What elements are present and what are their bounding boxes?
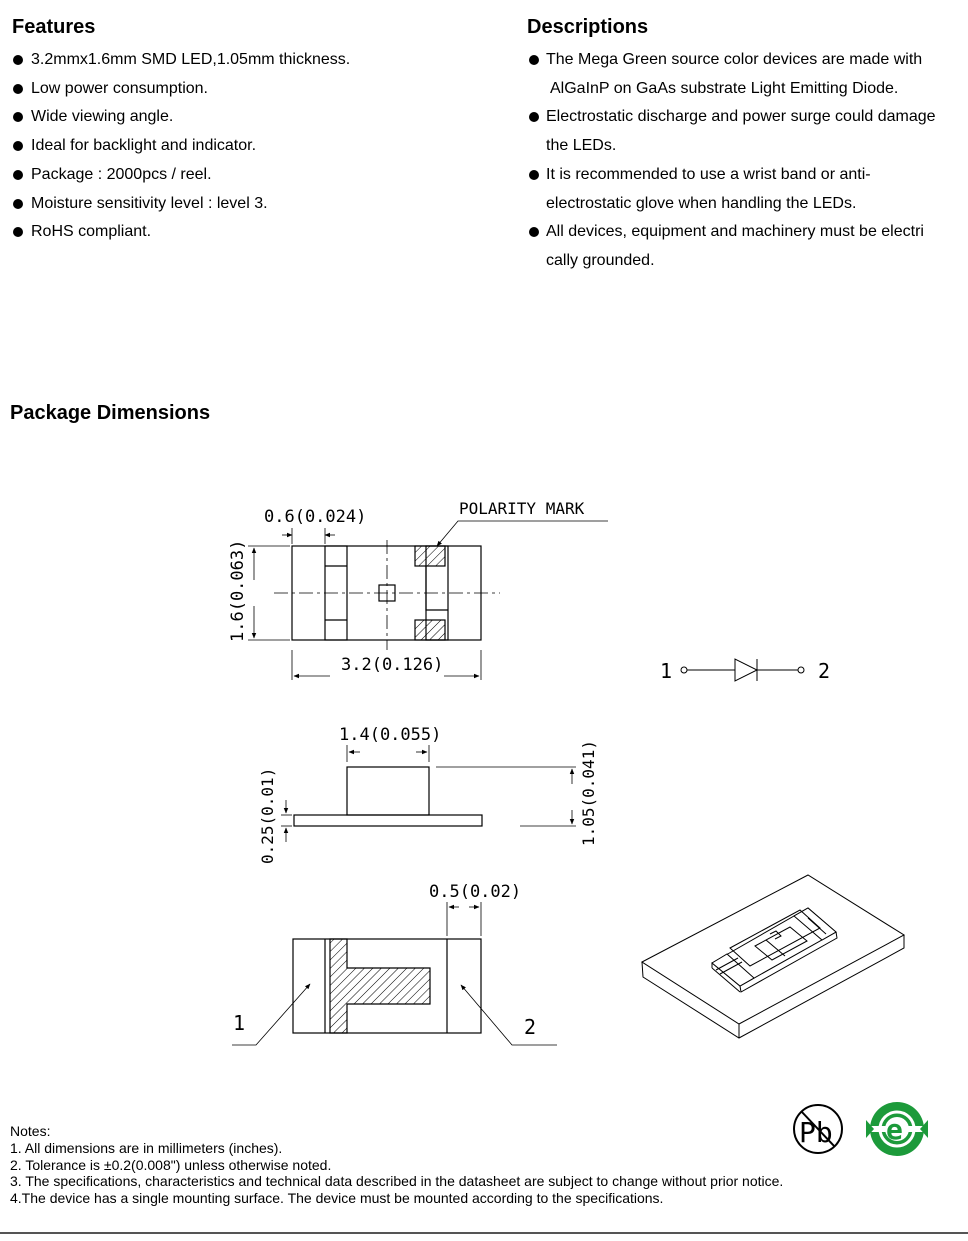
side-view (281, 745, 576, 842)
feature-item: 3.2mmx1.6mm SMD LED,1.05mm thickness. (11, 46, 491, 75)
descriptions-title: Descriptions (527, 16, 649, 38)
dim-bottom-pad-width: 0.5(0.02) (429, 882, 522, 902)
description-item: All devices, equipment and machinery must be electri cally grounded. (527, 218, 967, 275)
isometric-view (642, 875, 904, 1038)
feature-item: Ideal for backlight and indicator. (11, 132, 491, 161)
description-item: It is recommended to use a wrist band or anti- electrostatic glove when handling the LEDs. (527, 161, 967, 218)
dim-lens-width: 1.4(0.055) (339, 725, 442, 745)
symbol-pin1: 1 (660, 659, 673, 683)
feature-item: Low power consumption. (11, 75, 491, 104)
svg-text:Pb: Pb (799, 1116, 833, 1149)
bottom-view (232, 902, 557, 1045)
dim-pad-width: 0.6(0.024) (264, 507, 367, 527)
feature-item: RoHS compliant. (11, 218, 491, 247)
note-item: 4.The device has a single mounting surface. The device must be mounted according to the specifications. (10, 1190, 664, 1207)
dim-height: 1.6(0.063) (228, 539, 248, 642)
rohs-green-icon (866, 1102, 928, 1156)
note-item: 1. All dimensions are in millimeters (inches). (10, 1139, 283, 1156)
pin2-label: 2 (524, 1015, 537, 1039)
page-bottom-rule (0, 1232, 968, 1234)
dim-length: 3.2(0.126) (341, 655, 444, 675)
description-item: Electrostatic discharge and power surge could damage the LEDs. (527, 103, 967, 160)
package-dimensions-title: Package Dimensions (10, 402, 211, 424)
note-item: 2. Tolerance is ±0.2(0.008") unless otherwise noted. (10, 1156, 332, 1173)
description-item: The Mega Green source color devices are made with AlGaInP on GaAs substrate Light Emitting Diode. (527, 46, 967, 103)
notes-section (10, 1123, 783, 1207)
symbol-pin2: 2 (818, 659, 831, 683)
svg-text:e: e (886, 1113, 903, 1146)
features-title: Features (12, 16, 96, 38)
feature-item: Package : 2000pcs / reel. (11, 161, 491, 190)
dim-total-thickness: 1.05(0.041) (579, 740, 598, 846)
pin1-label: 1 (233, 1011, 246, 1035)
polarity-mark-label: POLARITY MARK (459, 499, 585, 518)
dim-base-thickness: 0.25(0.01) (258, 767, 277, 864)
pb-free-icon (794, 1105, 842, 1153)
notes-title: Notes: (10, 1123, 51, 1139)
feature-item: Wide viewing angle. (11, 103, 491, 132)
feature-item: Moisture sensitivity level : level 3. (11, 190, 491, 219)
note-item: 3. The specifications, characteristics and technical data described in the datasheet are subject to change without prior notice. (10, 1173, 784, 1190)
diode-symbol (681, 659, 804, 681)
